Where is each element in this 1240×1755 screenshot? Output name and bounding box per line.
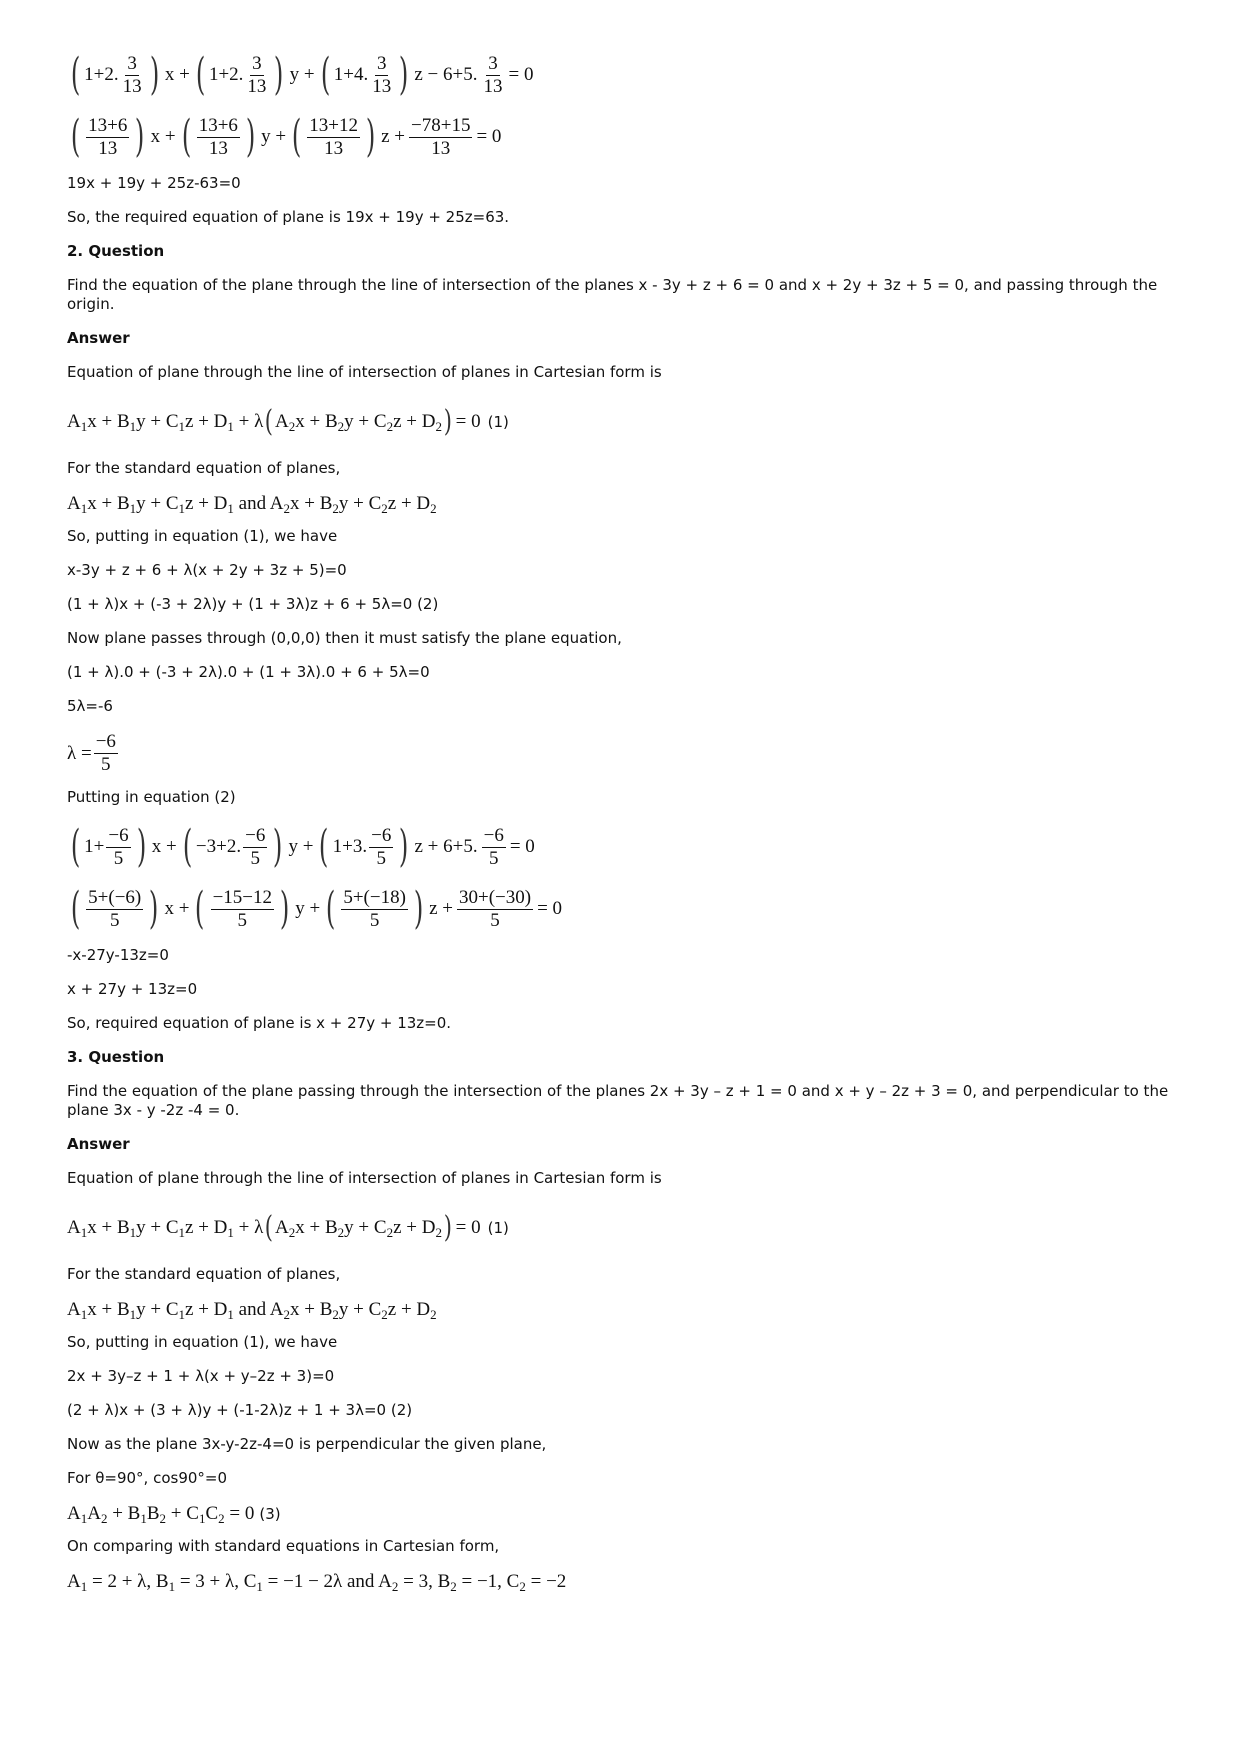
standard-plane-equations: $A_1x + B_1y + C_1z + D_1$ and $A_2x + B_2y + C_2z + D_2$ [67, 1299, 437, 1322]
equation-simplified-13: ( $\frac{13+6}{13}$ ) x + ( $\frac{13+6}{13}$ ) y + ( $\frac{13+12}{13}$ ) z + $\frac{-78+15}{13}$ = 0 [70, 111, 502, 162]
question-3-text: Find the equation of the plane passing through the intersection of the planes 2x + 3y – z + 1 = 0 and x + y – 2z + 3 = 0, and perpendicular to the plane 3x - y -2z -4 = 0. [67, 1082, 1169, 1119]
equation-substituted-lambda: ( 1+ $\frac{-6}{5}$ ) x + ( −3+2. $\frac{-6}{5}$ ) y + ( 1+3. $\frac{-6}{5}$ ) z + 6+5. $\frac{-6}{5}$ = 0 [70, 821, 535, 872]
text-line: 5λ=-6 [67, 697, 113, 715]
general-plane-equation: $A_1x + B_1y + C_1z + D_1 + \lambda$ ( $A_2x + B_2y + C_2z + D_2$ ) = 0 (1) [67, 1210, 509, 1245]
text-line: 2x + 3y–z + 1 + λ(x + y–2z + 3)=0 [67, 1367, 335, 1385]
question-3-heading: 3. Question [67, 1048, 165, 1066]
document-page [67, 50, 1177, 1605]
text-line: Equation of plane through the line of intersection of planes in Cartesian form is [67, 363, 662, 381]
conclusion-line: So, required equation of plane is x + 27y + 13z=0. [67, 1014, 452, 1032]
text-line: For the standard equation of planes, [67, 459, 341, 477]
perpendicular-condition-equation: $A_1A_2 + B_1B_2 + C_1C_2 = 0$ (3) [67, 1503, 281, 1526]
text-line: On comparing with standard equations in Cartesian form, [67, 1537, 500, 1555]
equation-simplified-5: ( $\frac{5+(-6)}{5}$ ) x + ( $\frac{-15-12}{5}$ ) y + ( $\frac{5+(-18)}{5}$ ) z + $\frac{30+(-30)}{5}$ = 0 [70, 883, 563, 934]
answer-heading: Answer [67, 1135, 130, 1153]
lambda-value-equation: λ = $\frac{-6}{5}$ [67, 731, 116, 775]
text-line: (2 + λ)x + (3 + λ)y + (-1-2λ)z + 1 + 3λ=0 (2) [67, 1401, 413, 1419]
text-line: Equation of plane through the line of intersection of planes in Cartesian form is [67, 1169, 662, 1187]
question-2-heading: 2. Question [67, 242, 165, 260]
coefficient-values-equation: $A_1 = 2 + \lambda$, $B_1 = 3 + \lambda$, $C_1 = -1 - 2\lambda$ and $A_2 = 3$, $B_2 = -1$, $C_2 = -2$ [67, 1571, 567, 1594]
text-line: So, putting in equation (1), we have [67, 527, 338, 545]
conclusion-line: So, the required equation of plane is 19x + 19y + 25z=63. [67, 208, 510, 226]
text-line: -x-27y-13z=0 [67, 946, 169, 964]
text-line: (1 + λ).0 + (-3 + 2λ).0 + (1 + 3λ).0 + 6 + 5λ=0 [67, 663, 430, 681]
text-line: So, putting in equation (1), we have [67, 1333, 338, 1351]
text-line: Putting in equation (2) [67, 788, 236, 806]
text-line: x + 27y + 13z=0 [67, 980, 198, 998]
general-plane-equation: $A_1x + B_1y + C_1z + D_1 + \lambda$ ( $A_2x + B_2y + C_2z + D_2$ ) = 0 (1) [67, 404, 509, 439]
text-line: For the standard equation of planes, [67, 1265, 341, 1283]
text-line: x-3y + z + 6 + λ(x + 2y + 3z + 5)=0 [67, 561, 347, 579]
result-line: 19x + 19y + 25z-63=0 [67, 174, 241, 192]
text-line: For θ=90°, cos90°=0 [67, 1469, 228, 1487]
equation-expanded-3-13: ( 1+2. $\frac{3}{13}$ ) x + ( 1+2. $\frac{3}{13}$ ) y + ( 1+4. $\frac{3}{13}$ ) z − 6+5. $\frac{3}{13}$ = 0 [70, 49, 534, 100]
standard-plane-equations: $A_1x + B_1y + C_1z + D_1$ and $A_2x + B_2y + C_2z + D_2$ [67, 493, 437, 516]
text-line: Now as the plane 3x-y-2z-4=0 is perpendicular the given plane, [67, 1435, 547, 1453]
text-line: Now plane passes through (0,0,0) then it must satisfy the plane equation, [67, 629, 622, 647]
text-line: (1 + λ)x + (-3 + 2λ)y + (1 + 3λ)z + 6 + 5λ=0 (2) [67, 595, 439, 613]
question-2-text: Find the equation of the plane through the line of intersection of the planes x - 3y + z + 6 = 0 and x + 2y + 3z + 5 = 0, and passing through the origin. [67, 276, 1158, 313]
answer-heading: Answer [67, 329, 130, 347]
